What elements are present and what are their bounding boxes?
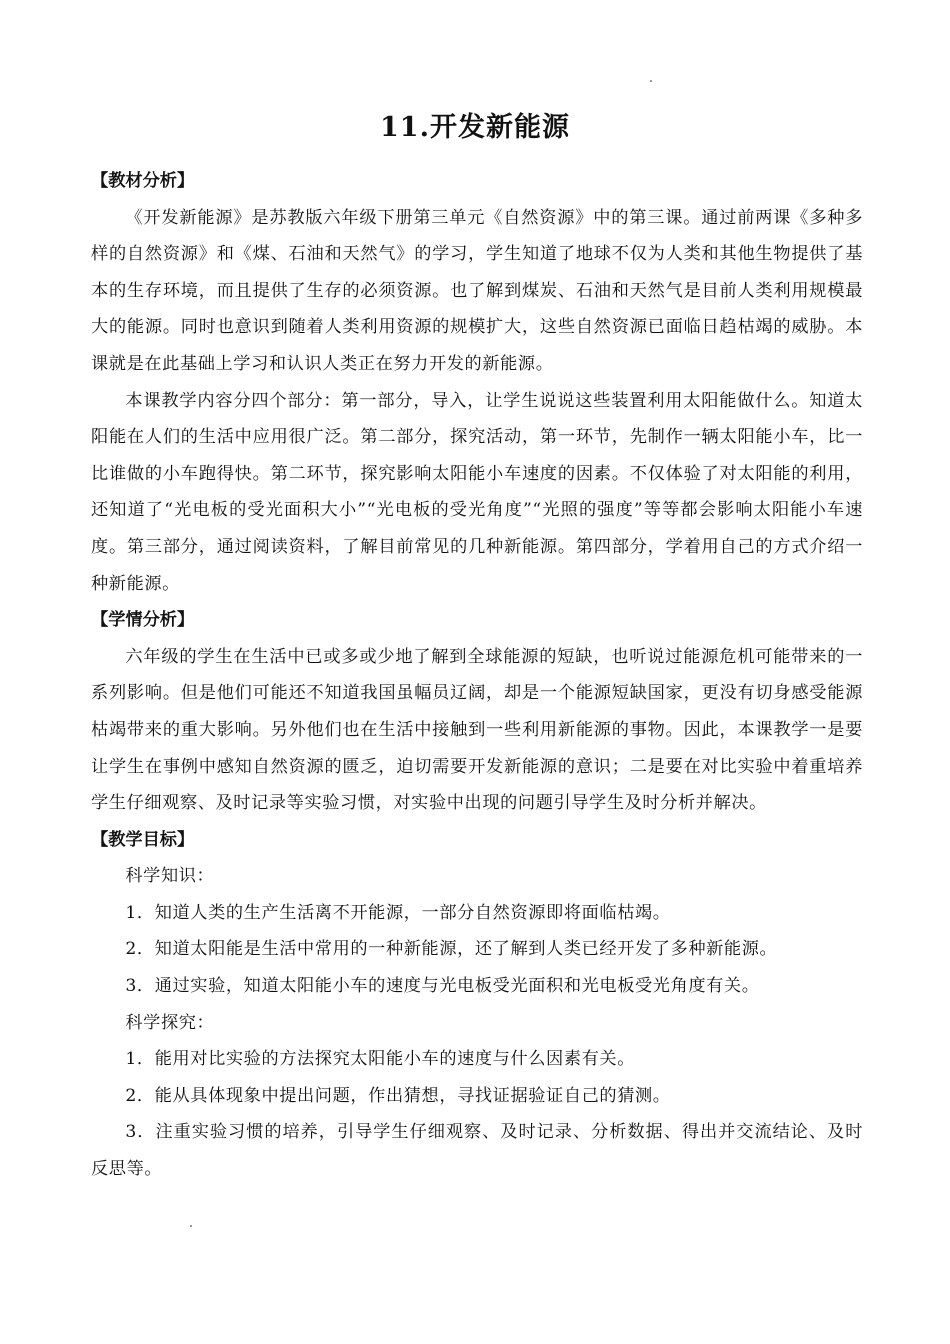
subheading-inquiry: 科学探究：: [125, 1012, 215, 1033]
list-item: 3．注重实验习惯的培养，引导学生仔细观察、及时记录、分析数据、得出并交流结论、及时反思等。: [91, 1122, 863, 1180]
list-item: 2．知道太阳能是生活中常用的一种新能源，还了解到人类已经开发了多种新能源。: [125, 939, 778, 960]
document-body: [91, 163, 863, 1188]
list-item: 2．能从具体现象中提出问题，作出猜想，寻找证据验证自己的猜测。: [125, 1085, 671, 1106]
paragraph: 本课教学内容分四个部分：第一部分，导入，让学生说说这些装置利用太阳能做什么。知道太阳能在人们的生活中应用很广泛。第二部分，探究活动，第一环节，先制作一辆太阳能小车，比一比谁做的小车跑得快。第二环节，探究影响太阳能小车速度的因素。不仅体验了对太阳能的利用，还知道了“光电板的受光面积大小”“光电板的受光角度”“光照的强度”等等都会影响太阳能小车速度。第三部分，通过阅读资料，了解目前常见的几种新能源。第四部分，学着用自己的方式介绍一种新能源。: [91, 390, 863, 594]
section-heading-goals: 【教学目标】: [91, 829, 195, 850]
subheading-knowledge: 科学知识：: [125, 866, 215, 887]
list-item: 3．通过实验，知道太阳能小车的速度与光电板受光面积和光电板受光角度有关。: [125, 976, 760, 997]
section-heading-students: 【学情分析】: [91, 610, 195, 631]
paragraph: 六年级的学生在生活中已或多或少地了解到全球能源的短缺，也听说过能源危机可能带来的一系列影响。但是他们可能还不知道我国虽幅员辽阔，却是一个能源短缺国家，更没有切身感受能源枯竭带来的重大影响。另外他们也在生活中接触到一些利用新能源的事物。因此，本课教学一是要让学生在事例中感知自然资源的匮乏，迫切需要开发新能源的意识；二是要在对比实验中着重培养学生仔细观察、及时记录等实验习惯，对实验中出现的问题引导学生及时分析并解决。: [91, 646, 863, 814]
page-title: 11.开发新能源: [380, 112, 570, 143]
list-item: 1．能用对比实验的方法探究太阳能小车的速度与什么因素有关。: [125, 1049, 635, 1070]
list-item: 1．知道人类的生产生活离不开能源，一部分自然资源即将面临枯竭。: [125, 902, 671, 923]
scan-dot: [650, 80, 652, 82]
section-heading-textbook: 【教材分析】: [91, 171, 195, 191]
scan-dot: [190, 1225, 192, 1227]
paragraph: 《开发新能源》是苏教版六年级下册第三单元《自然资源》中的第三课。通过前两课《多种多样的自然资源》和《煤、石油和天然气》的学习，学生知道了地球不仅为人类和其他生物提供了基本的生存环境，而且提供了生存的必须资源。也了解到煤炭、石油和天然气是目前人类利用规模最大的能源。同时也意识到随着人类利用资源的规模扩大，这些自然资源已面临日趋枯竭的威胁。本课就是在此基础上学习和认识人类正在努力开发的新能源。: [91, 207, 863, 374]
